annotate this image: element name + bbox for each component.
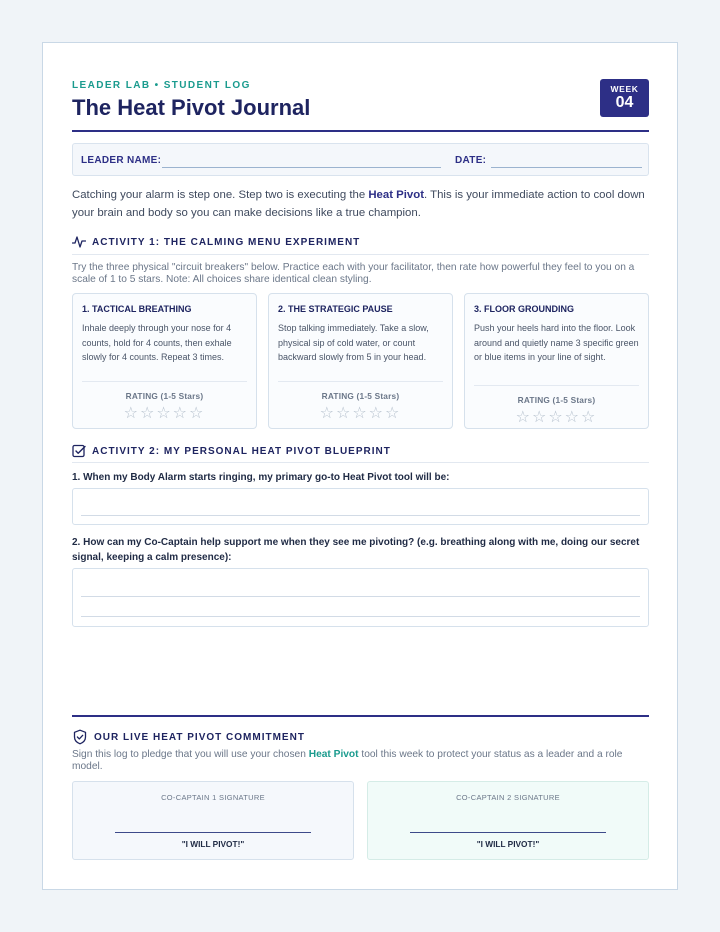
leader-name-label: LEADER NAME: — [81, 155, 162, 166]
intro-text-start: Catching your alarm is step one. Step two is executing the — [72, 189, 369, 201]
pledge-text: "I WILL PIVOT!" — [181, 839, 245, 849]
question-1: 1. When my Body Alarm starts ringing, my primary go-to Heat Pivot tool will be: — [72, 472, 450, 483]
answer-line — [81, 596, 640, 597]
star-rating[interactable]: ☆☆☆☆☆ — [515, 409, 598, 426]
commitment-text — [72, 749, 649, 773]
card-title: 3. FLOOR GROUNDING — [474, 304, 575, 314]
activity1-divider — [72, 254, 649, 255]
signature-line-1[interactable] — [115, 832, 311, 833]
name-date-bar — [72, 143, 649, 176]
week-badge — [600, 79, 649, 117]
commitment-text-end: tool this week to protect your status as a leader and a role model. — [72, 749, 623, 772]
signature-label: CO-CAPTAIN 1 SIGNATURE — [161, 793, 265, 802]
page-title: The Heat Pivot Journal — [72, 95, 311, 120]
activity2-divider — [72, 462, 649, 463]
date-label: DATE: — [455, 155, 487, 166]
leader-name-field[interactable] — [162, 167, 441, 168]
header-divider — [72, 130, 649, 132]
week-number: 04 — [615, 94, 634, 111]
commitment-heading — [72, 729, 649, 745]
signature-box-1 — [72, 781, 354, 860]
signature-label: CO-CAPTAIN 2 SIGNATURE — [456, 793, 560, 802]
week-label: WEEK — [610, 84, 639, 94]
checkbox-icon — [72, 444, 86, 458]
pledge-text: "I WILL PIVOT!" — [476, 839, 540, 849]
kicker: LEADER LAB • STUDENT LOG — [72, 80, 251, 91]
activity2-heading — [72, 444, 649, 458]
rating-label: RATING (1-5 Stars) — [125, 391, 204, 401]
card-divider — [278, 381, 443, 382]
card-title: 2. THE STRATEGIC PAUSE — [278, 304, 393, 314]
card-divider — [474, 385, 639, 386]
commitment-title: OUR LIVE HEAT PIVOT COMMITMENT — [94, 731, 305, 743]
activity1-instructions: Try the three physical "circuit breakers" below. Practice each with your facilitator, then rate how powerful they feel to you on a scale of 1 to 5 stars. Note: All choices share identical clean styling. — [72, 262, 635, 285]
activity2-title: ACTIVITY 2: MY PERSONAL HEAT PIVOT BLUEPRINT — [92, 445, 391, 457]
card-body: Stop talking immediately. Take a slow, physical sip of cold water, or count backward slowly from 5 in your head. — [278, 323, 429, 362]
signature-line-2[interactable] — [410, 832, 606, 833]
card-divider — [82, 381, 247, 382]
card-body: Inhale deeply through your nose for 4 counts, hold for 4 counts, then exhale slowly for 4 counts. Repeat 3 times. — [82, 323, 232, 362]
date-field[interactable] — [491, 167, 642, 168]
signature-box-2 — [367, 781, 649, 860]
card-title: 1. TACTICAL BREATHING — [82, 304, 192, 314]
card-tactical-breathing — [72, 293, 257, 429]
answer-2-box[interactable] — [72, 568, 649, 627]
activity1-title: ACTIVITY 1: THE CALMING MENU EXPERIMENT — [92, 236, 361, 248]
star-rating[interactable]: ☆☆☆☆☆ — [319, 405, 402, 422]
question-2: 2. How can my Co-Captain help support me when they see me pivoting? (e.g. breathing along with me, doing our secret signal, keeping a calm presence): — [72, 537, 640, 563]
rating-label: RATING (1-5 Stars) — [517, 395, 596, 405]
activity1-heading — [72, 235, 649, 249]
card-floor-grounding — [464, 293, 649, 429]
intro-paragraph — [72, 186, 649, 222]
intro-highlight: Heat Pivot — [368, 189, 425, 201]
answer-line — [81, 515, 640, 516]
star-rating[interactable]: ☆☆☆☆☆ — [123, 405, 206, 422]
commitment-text-start: Sign this log to pledge that you will use your chosen — [72, 749, 309, 760]
card-body: Push your heels hard into the floor. Look around and quietly name 3 specific green or blue items in your line of sight. — [474, 323, 639, 362]
commitment-highlight: Heat Pivot — [308, 749, 359, 760]
intro-text-end: . This is your immediate action to cool down your brain and body so you can make decisions like a true champion. — [72, 189, 645, 219]
commitment-divider — [72, 715, 649, 717]
shield-check-icon — [72, 729, 88, 745]
journal-page — [42, 42, 678, 890]
answer-1-box[interactable] — [72, 488, 649, 525]
pulse-icon — [72, 235, 86, 249]
rating-label: RATING (1-5 Stars) — [321, 391, 400, 401]
answer-line — [81, 616, 640, 617]
card-strategic-pause — [268, 293, 453, 429]
